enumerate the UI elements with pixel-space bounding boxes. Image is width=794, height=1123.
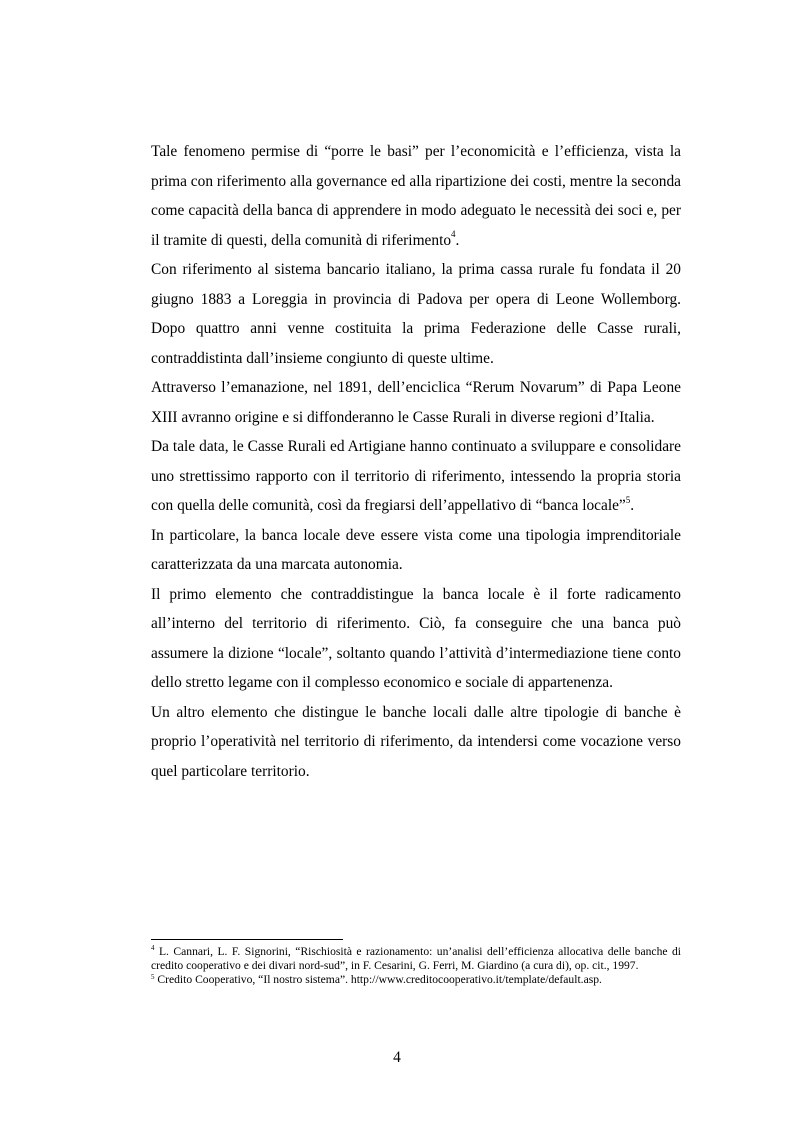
footnote-mark: 4 [151,944,155,953]
footnote-text: Credito Cooperativo, “Il nostro sistema”. http://www.creditocooperativo.it/template/default.asp. [154,973,602,987]
paragraph: Da tale data, le Casse Rurali ed Artigiane hanno continuato a sviluppare e consolidare uno strettissimo rapporto con il territorio di riferimento, intessendo la propria storia con quella delle comunità, così da fregiarsi dell’appellativo di “banca locale”$^5$. [151,438,681,514]
paragraph: Il primo elemento che contraddistingue la banca locale è il forte radicamento all’interno del territorio di riferimento. Ciò, fa conseguire che una banca può assumere la dizione “locale”, soltanto quando l’attività d’intermediazione tiene conto dello stretto legame con il complesso economico e sociale di appartenenza. [151,585,681,691]
footnote-ref[interactable]: 5 [625,494,631,505]
footnote-text: L. Cannari, L. F. Signorini, “Rischiosità e razionamento: un’analisi dell’efficienza allocativa delle banche di credito cooperativo e dei divari nord-sud”, in F. Cesarini, G. Ferri, M. Giardino (a cura di), op. cit., 1997. [151,945,681,973]
paragraph: In particolare, la banca locale deve essere vista come una tipologia imprenditoriale caratterizzata da una marcata autonomia. [151,526,681,573]
footnote [151,945,681,973]
footnote-mark: 5 [151,972,155,981]
page-number: 4 [393,1049,401,1066]
footnote [151,973,681,987]
body-text [151,137,681,786]
footnote-separator [151,939,343,940]
footnote-ref[interactable]: 4 [451,229,456,240]
paragraph: Tale fenomeno permise di “porre le basi” per l’economicità e l’efficienza, vista la prima con riferimento alla governance ed alla ripartizione dei costi, mentre la seconda come capacità della banca di apprendere in modo adeguato le necessità dei soci e, per il tramite di questi, della comunità di riferimento$^4$. [151,143,681,249]
paragraph: Attraverso l’emanazione, nel 1891, dell’enciclica “Rerum Novarum” di Papa Leone XIII avranno origine e si diffonderanno le Casse Rurali in diverse regioni d’Italia. [151,379,681,426]
paragraph: Un altro elemento che distingue le banche locali dalle altre tipologie di banche è proprio l’operatività nel territorio di riferimento, da intendersi come vocazione verso quel particolare territorio. [151,703,681,780]
paragraph: Con riferimento al sistema bancario italiano, la prima cassa rurale fu fondata il 20 giugno 1883 a Loreggia in provincia di Padova per opera di Leone Wollemborg. Dopo quattro anni venne costituita la prima Federazione delle Casse rurali, contraddistinta dall’insieme congiunto di queste ultime. [151,261,681,367]
footnotes [151,945,681,988]
